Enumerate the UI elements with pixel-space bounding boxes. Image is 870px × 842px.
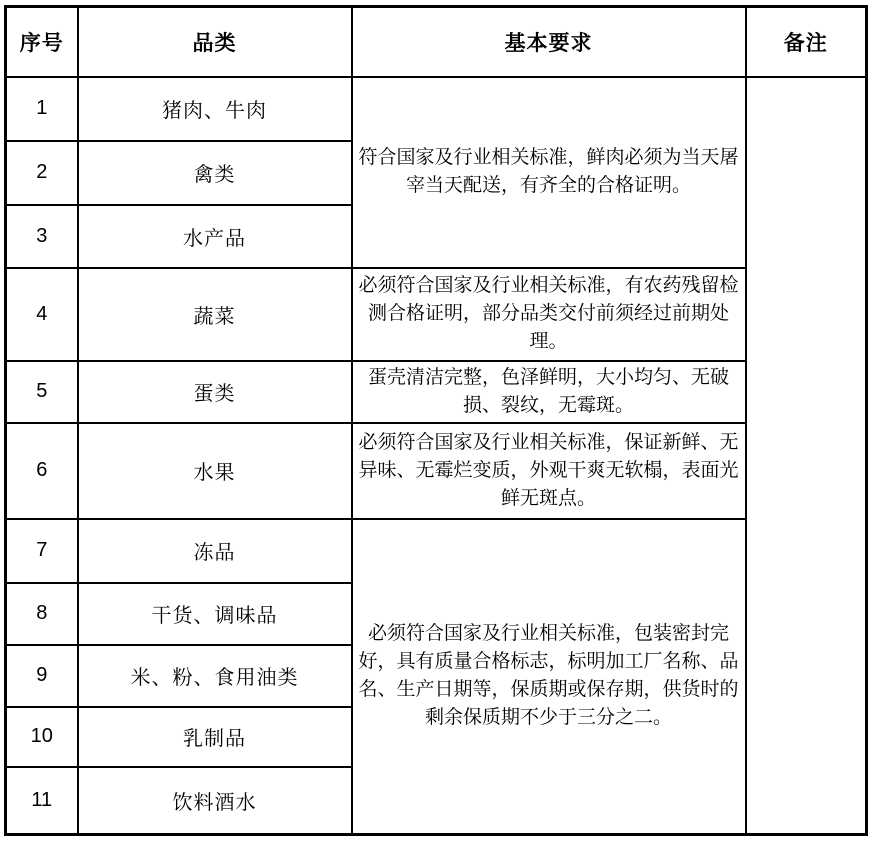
supply-requirements-table <box>4 5 868 836</box>
row-1-category: 猪肉、牛肉 <box>78 77 352 141</box>
row-3-category: 水产品 <box>78 205 352 268</box>
table-row <box>6 268 867 361</box>
header-serial-number: 序号 <box>6 7 78 77</box>
header-remarks: 备注 <box>746 7 867 77</box>
requirement-packaged-group: 必须符合国家及行业相关标准，包装密封完好，具有质量合格标志，标明加工厂名称、品名、生产日期等，保质期或保存期，供货时的剩余保质期不少于三分之二。 <box>352 519 746 835</box>
remarks-merged-cell <box>746 77 867 835</box>
requirement-fruits: 必须符合国家及行业相关标准，保证新鲜、无异味、无霉烂变质，外观干爽无软榻，表面光鲜无斑点。 <box>352 423 746 519</box>
row-2-category: 禽类 <box>78 141 352 205</box>
row-8-number: 8 <box>6 583 78 645</box>
header-row <box>6 7 867 77</box>
row-8-category: 干货、调味品 <box>78 583 352 645</box>
row-7-number: 7 <box>6 519 78 583</box>
table-row <box>6 361 867 423</box>
requirement-eggs: 蛋壳清洁完整，色泽鲜明，大小均匀、无破损、裂纹，无霉斑。 <box>352 361 746 423</box>
table-row <box>6 423 867 519</box>
row-4-number: 4 <box>6 268 78 361</box>
row-5-number: 5 <box>6 361 78 423</box>
row-6-category: 水果 <box>78 423 352 519</box>
row-2-number: 2 <box>6 141 78 205</box>
row-6-number: 6 <box>6 423 78 519</box>
requirement-vegetables: 必须符合国家及行业相关标准，有农药残留检测合格证明，部分品类交付前须经过前期处理。 <box>352 268 746 361</box>
row-5-category: 蛋类 <box>78 361 352 423</box>
table-row <box>6 77 867 141</box>
table-row <box>6 519 867 583</box>
row-4-category: 蔬菜 <box>78 268 352 361</box>
row-3-number: 3 <box>6 205 78 268</box>
row-11-category: 饮料酒水 <box>78 767 352 835</box>
row-1-number: 1 <box>6 77 78 141</box>
requirement-fresh-meat-group: 符合国家及行业相关标准，鲜肉必须为当天屠宰当天配送，有齐全的合格证明。 <box>352 77 746 268</box>
header-basic-requirements: 基本要求 <box>352 7 746 77</box>
row-10-category: 乳制品 <box>78 707 352 767</box>
row-7-category: 冻品 <box>78 519 352 583</box>
row-9-number: 9 <box>6 645 78 707</box>
row-9-category: 米、粉、食用油类 <box>78 645 352 707</box>
header-category: 品类 <box>78 7 352 77</box>
row-10-number: 10 <box>6 707 78 767</box>
row-11-number: 11 <box>6 767 78 835</box>
